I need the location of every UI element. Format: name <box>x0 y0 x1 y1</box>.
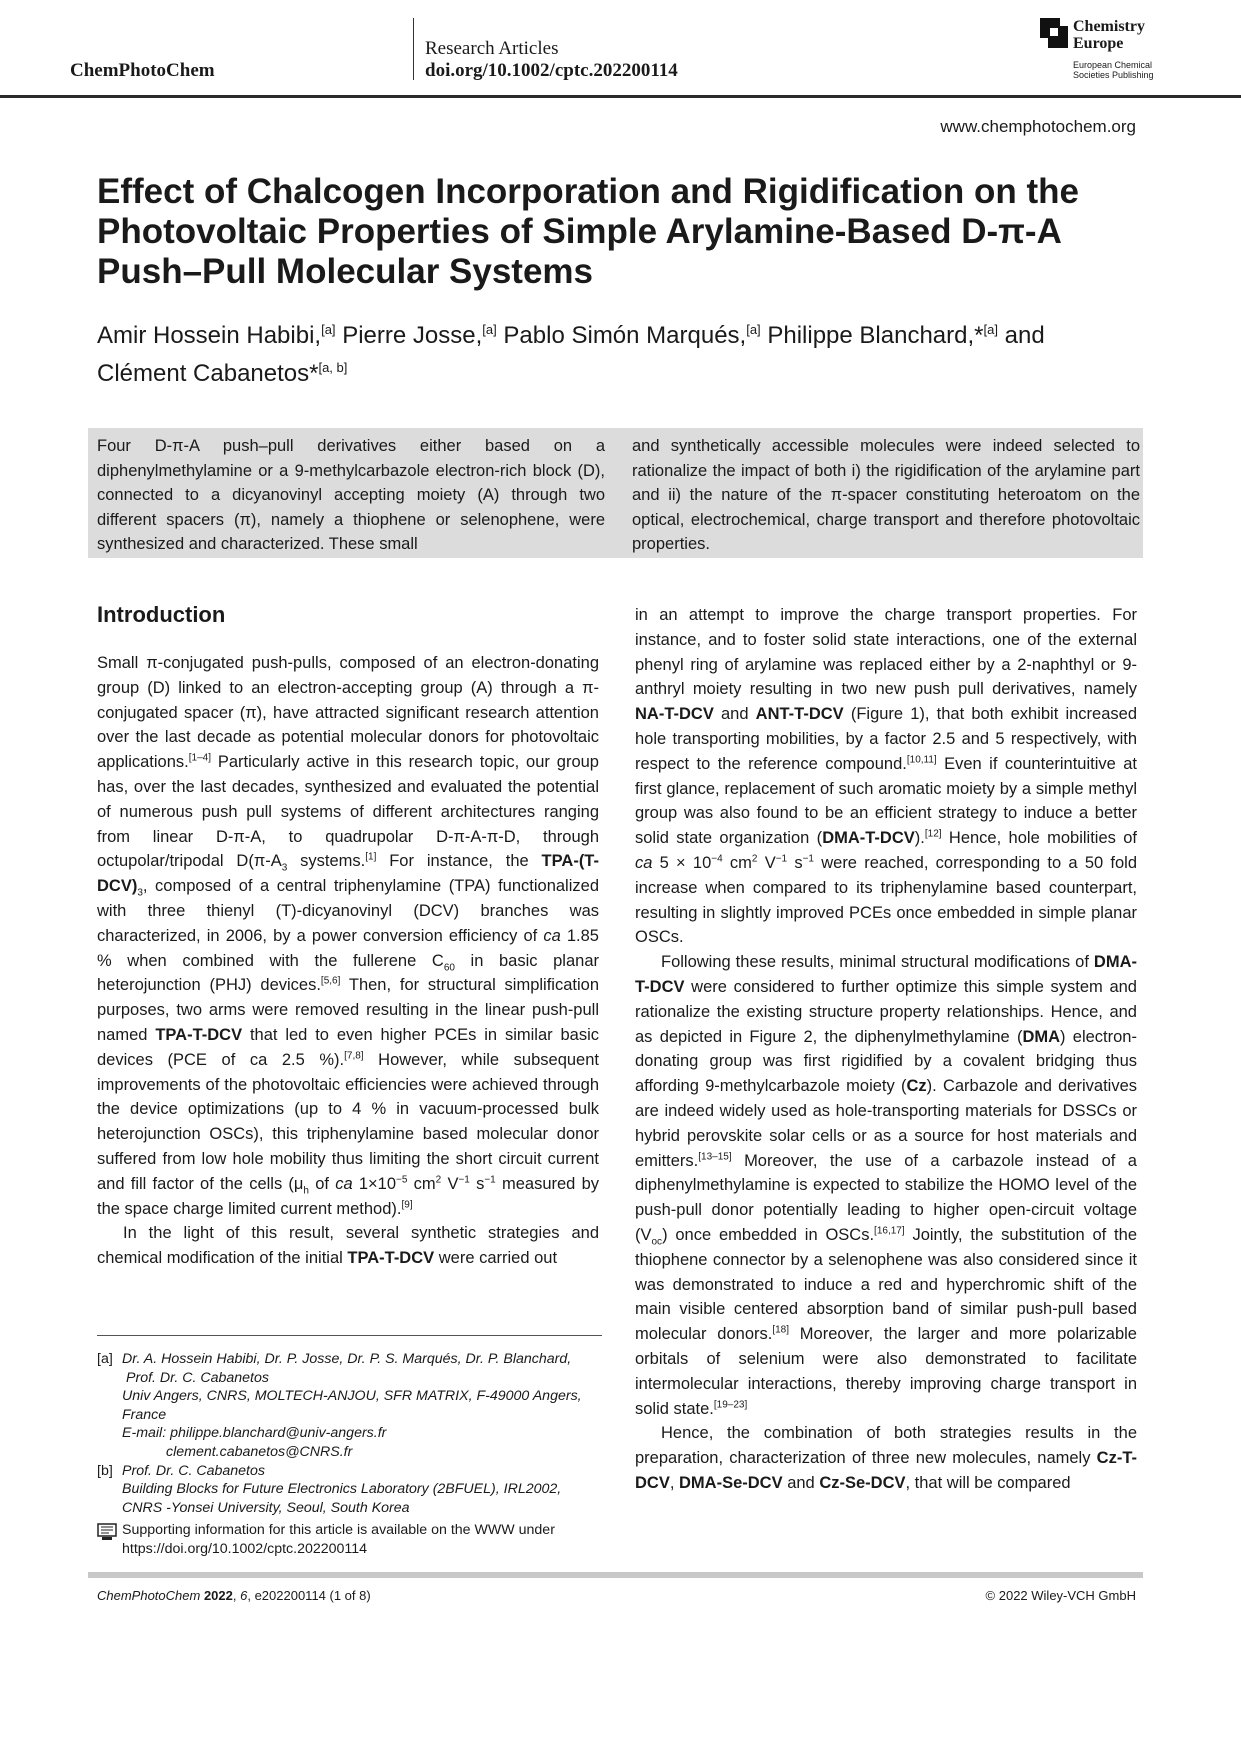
affiliation-address: Building Blocks for Future Electronics Laboratory (2BFUEL), IRL2002, CNRS -Yonsei University, Seoul, South Korea <box>122 1481 562 1516</box>
affiliation-authors: Dr. A. Hossein Habibi, Dr. P. Josse, Dr. P. S. Marqués, Dr. P. Blanchard, <box>122 1351 572 1367</box>
superscript: −5 <box>396 1174 408 1186</box>
footer-year: 2022 <box>203 1588 233 1603</box>
text-run: cm <box>722 853 752 872</box>
subscript: h <box>303 1185 309 1197</box>
subscript: oc <box>651 1236 663 1248</box>
superscript: [9] <box>401 1199 413 1211</box>
superscript: [1] <box>365 851 377 863</box>
bold-term: ANT-T-DCV <box>755 705 844 724</box>
text-run: cm <box>407 1174 436 1193</box>
text-run: ). Carbazole and derivatives are indeed widely used as hole-transporting materials for DSSCs or hybrid perovskite solar cells or as a source for host materials and emitters. <box>635 1077 1137 1170</box>
superscript: 2 <box>751 853 758 865</box>
superscript: [1–4] <box>188 752 211 764</box>
superscript: [19–23] <box>713 1399 748 1410</box>
text-run: Then, for structural simplification purposes, two arms were removed resulting in the linear push-pull named <box>97 976 599 1044</box>
journal-name: ChemPhotoChem <box>70 60 215 81</box>
superscript: [7,8] <box>344 1050 364 1062</box>
affiliation-footnotes <box>97 1350 602 1559</box>
bold-term: DMA-T-DCV <box>822 829 915 848</box>
text-run: Even if counterintuitive at first glance, replacement of such aromatic moiety by a simple methyl group was also found to be an efficient strategy to induce a better solid state organization ( <box>635 754 1137 848</box>
author-separator: and <box>997 322 1045 349</box>
bold-term: Cz <box>906 1077 927 1096</box>
computer-monitor-icon <box>97 1523 117 1541</box>
abstract-box <box>88 428 1143 558</box>
text-run: (Figure 1), that both exhibit increased hole transporting mobilities, by a factor 2.5 and 5 respectively, with respect to the reference compound. <box>635 705 1137 773</box>
superscript: [5,6] <box>320 975 341 987</box>
text-run: 1.85 % when combined with the fullerene C <box>97 926 599 970</box>
affiliation-a <box>97 1350 602 1462</box>
footer-article-number: , e202200114 (1 of 8) <box>247 1588 371 1603</box>
text-run: Particularly active in this research topic, our group has, over the last decades, synthesized and evaluated the potential of numerous push pull systems of different architectures ranging from linear D-π-A, to quadrupolar D-π-A-π-D, through octupolar/tripodal D(π-A <box>97 753 599 871</box>
author-affiliation: [a] <box>321 322 336 337</box>
superscript: −4 <box>711 853 723 865</box>
text-run: were reached, corresponding to a 50 fold increase when compared to its triphenylamine based counterpart, resulting in slightly improved PCEs once embedded in simple planar OSCs. <box>635 853 1137 947</box>
paragraph <box>97 1221 599 1271</box>
text-run: ) once embedded in OSCs. <box>662 1225 875 1244</box>
author-name: Pierre Josse, <box>342 322 483 349</box>
section-heading-introduction: Introduction <box>97 602 226 627</box>
publisher-name-line1: Chemistry <box>1073 18 1145 35</box>
text-run: were considered to further optimize this simple system and rationalize the existing structure property relationships. Hence, and as depicted in Figure 2, the diphenylmethylamine ( <box>635 977 1137 1046</box>
supporting-info-note <box>97 1521 602 1558</box>
text-run: Hence, the combination of both strategies results in the preparation, characterization of three new molecules, namely <box>635 1424 1137 1468</box>
paragraph <box>635 603 1137 950</box>
affiliation-authors-cont: Prof. Dr. C. Cabanetos <box>126 1369 269 1386</box>
abstract-text-right: and synthetically accessible molecules were indeed selected to rationalize the impact of both i) the rigidification of the arylamine part and ii) the nature of the π-spacer constituting heteroatom on the optical, electrochemical, charge transport and therefore photovoltaic properties. <box>632 437 1140 554</box>
paragraph <box>97 651 599 1221</box>
journal-website-link[interactable]: www.chemphotochem.org <box>940 117 1136 136</box>
publisher-subtitle-line1: European Chemical <box>1073 60 1153 70</box>
bold-term: TPA-T-DCV <box>155 1025 243 1044</box>
superscript: −1 <box>484 1174 496 1186</box>
author-list <box>97 314 1147 390</box>
affiliation-address: Univ Angers, CNRS, MOLTECH-ANJOU, SFR MATRIX, F-49000 Angers, France <box>122 1388 582 1423</box>
affiliation-authors: Prof. Dr. C. Cabanetos <box>122 1462 265 1479</box>
text-run: In the light of this result, several synthetic strategies and chemical modification of the initial <box>97 1224 599 1268</box>
bold-term: DMA-T-DCV <box>635 953 1137 996</box>
author-affiliation: [a, b] <box>318 360 348 375</box>
superscript: −1 <box>802 853 814 865</box>
author-name: Pablo Simón Marqués, <box>503 322 747 349</box>
subscript: 3 <box>281 862 288 874</box>
text-run: s <box>787 853 803 872</box>
header-divider <box>413 18 414 80</box>
publisher-name-line2: Europe <box>1073 35 1124 52</box>
superscript: −1 <box>458 1174 470 1186</box>
text-run: ca <box>335 1174 353 1193</box>
text-run: in an attempt to improve the charge transport properties. For instance, and to foster solid state interactions, one of the external phenyl ring of arylamine was replaced either by a 2-naphthyl or 9-anthryl moiety resulting in two new push pull derivatives, namely <box>635 606 1137 699</box>
text-run: ca <box>635 853 653 872</box>
text-run: V <box>441 1174 459 1193</box>
footer-volume: 6 <box>240 1588 248 1603</box>
author-name: Clément Cabanetos* <box>97 360 319 387</box>
text-run: systems. <box>287 852 366 871</box>
text-run: of <box>308 1174 336 1193</box>
body-column-left <box>97 651 599 1271</box>
text-run: s <box>469 1174 485 1193</box>
text-run: , that will be compared <box>905 1473 1071 1492</box>
citation-footer: ChemPhotoChem 2022, 6, e202200114 (1 of 8) <box>97 1588 371 1603</box>
superscript: −1 <box>775 853 788 865</box>
text-run: Small π-conjugated push-pulls, composed of an electron-donating group (D) linked to an electron-accepting group (A) through a π-conjugated spacer (π), have attracted significant research attention over the last decade as potential molecular donors for photovoltaic applications. <box>97 654 599 772</box>
text-run: in basic planar heterojunction (PHJ) devices. <box>97 951 599 995</box>
text-run: , composed of a central triphenylamine (TPA) functionalized with three thienyl (T)-dicyanovinyl (DCV) branches was characterized, in 2006, by a power conversion efficiency of <box>97 877 599 945</box>
text-run: ) electron-donating group was first rigidified by a covalent bridging thus affording 9-methylcarbazole moiety ( <box>635 1027 1137 1096</box>
author-affiliation: [a] <box>482 322 497 337</box>
author-affiliation: [a] <box>746 322 761 337</box>
body-column-right <box>635 603 1137 1496</box>
text-run: Moreover, the larger and more polarizable orbitals of selenium were also demonstrated to facilitate intermolecular interactions, thereby improving charge transport in solid state. <box>635 1325 1137 1418</box>
text-run: 1×10 <box>352 1174 397 1193</box>
header-rule <box>0 95 1241 98</box>
text-run: , <box>669 1473 680 1492</box>
bold-term: DMA-Se-DCV <box>679 1473 783 1492</box>
article-section: Research Articles <box>425 38 559 59</box>
email-link[interactable]: E-mail: philippe.blanchard@univ-angers.fr <box>122 1425 387 1442</box>
bold-term: DMA <box>1022 1027 1061 1046</box>
publisher-logo <box>1040 18 1170 84</box>
article-doi[interactable]: doi.org/10.1002/cptc.202200114 <box>425 60 678 81</box>
text-run: ). <box>914 829 925 848</box>
abstract-text-left: Four D-π-A push–pull derivatives either based on a diphenylmethylamine or a 9-methylcarbazole electron-rich block (D), connected to a dicyanovinyl accepting moiety (A) through two different spacers (π), namely a thiophene or selenophene, were synthesized and characterized. These small <box>97 437 605 554</box>
bold-term: NA-T-DCV <box>635 705 714 724</box>
author-name: Amir Hossein Habibi, <box>97 322 322 349</box>
superscript: [12] <box>924 828 942 840</box>
superscript: [10,11] <box>906 754 937 766</box>
paragraph <box>635 950 1137 1421</box>
article-title: Effect of Chalcogen Incorporation and Rigidification on the Photovoltaic Properties of Simple Arylamine-Based D-π-A Push–Pull Molecular Systems <box>97 172 1079 291</box>
bold-term: TPA-(T-DCV) <box>97 852 599 896</box>
text-run: Following these results, minimal structural modifications of <box>661 953 1094 972</box>
text-run: However, while subsequent improvements of the photovoltaic efficiencies were achieved through the device optimizations (up to 4 % in vacuum-processed bulk heterojunction OSCs), this triphenylamine based molecular donor suffered from low hole mobility thus limiting the short circuit current and fill factor of the cells (μ <box>97 1050 599 1193</box>
author-affiliation: [a] <box>983 322 998 337</box>
superscript: [13–15] <box>698 1151 732 1163</box>
affiliation-b <box>97 1462 602 1518</box>
footnote-tag: [b] <box>97 1462 113 1479</box>
footnote-rule <box>97 1335 602 1336</box>
bold-term: Cz-Se-DCV <box>819 1473 906 1492</box>
text-run: Jointly, the substitution of the thiophene connector by a selenophene was also considered since it was demonstrated to induce a red and hyperchromic shift of the main visible centered absorption band of similar push-pull based molecular donors. <box>635 1225 1137 1344</box>
text-run: and <box>782 1473 820 1492</box>
bold-term: TPA-T-DCV <box>347 1249 435 1268</box>
chemistry-europe-logo-icon <box>1040 18 1068 48</box>
superscript: 2 <box>435 1174 442 1186</box>
paragraph <box>635 1421 1137 1495</box>
text-run: V <box>757 853 776 872</box>
text-run: were carried out <box>434 1249 558 1268</box>
subscript: 3 <box>137 887 143 899</box>
text-run: Moreover, the use of a carbazole instead of a diphenylmethylamine is expected to stabilize the HOMO level of the push-pull donor potentially leading to higher open-circuit voltage (V <box>635 1151 1137 1244</box>
superscript: [16,17] <box>874 1225 905 1237</box>
text-run: and <box>713 705 756 724</box>
publisher-subtitle-line2: Societies Publishing <box>1073 70 1154 80</box>
footer-bar <box>88 1572 1143 1578</box>
bold-term: Cz-T-DCV <box>635 1449 1137 1492</box>
superscript: [18] <box>772 1324 790 1336</box>
text-run: measured by the space charge limited current method). <box>97 1174 599 1218</box>
footnote-tag: [a] <box>97 1351 113 1367</box>
text-run: Hence, hole mobilities of <box>941 829 1137 848</box>
text-run: 5 × 10 <box>652 853 712 872</box>
subscript: 60 <box>443 961 455 973</box>
footer-journal: ChemPhotoChem <box>97 1588 201 1603</box>
text-run: For instance, the <box>376 852 542 871</box>
author-name: Philippe Blanchard,* <box>767 322 984 349</box>
text-run: ca <box>543 926 561 945</box>
supporting-info-text[interactable]: Supporting information for this article is available on the WWW under https://doi.org/10.1002/cptc.202200114 <box>122 1522 555 1557</box>
text-run: that led to even higher PCEs in similar basic devices (PCE of ca 2.5 %). <box>97 1025 599 1069</box>
copyright-notice: © 2022 Wiley-VCH GmbH <box>985 1588 1136 1603</box>
email-link[interactable]: clement.cabanetos@CNRS.fr <box>166 1443 353 1460</box>
